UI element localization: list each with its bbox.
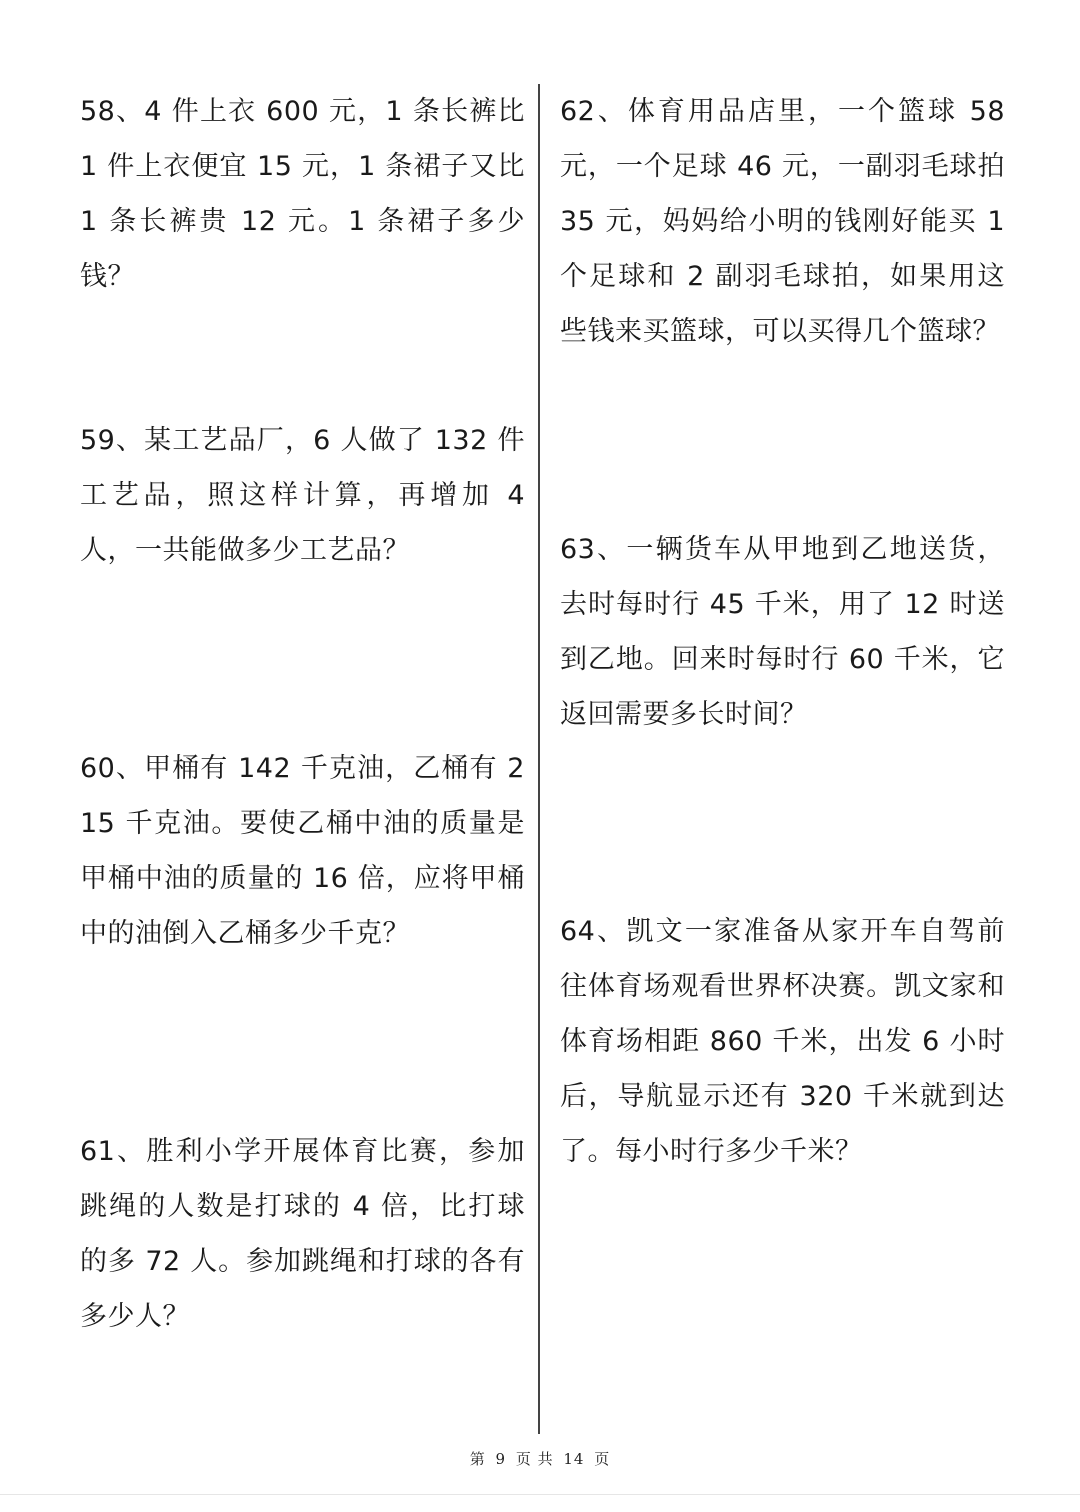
problem-60: 60、甲桶有 142 千克油，乙桶有 215 千克油。要使乙桶中油的质量是甲桶中油的质量的 16 倍，应将甲桶中的油倒入乙桶多少千克？ xyxy=(80,753,525,949)
footer-suffix: 页 xyxy=(594,1450,611,1468)
page-footer xyxy=(0,1448,1080,1469)
footer-middle: 页 共 xyxy=(515,1450,554,1468)
footer-page-number: 9 xyxy=(495,1450,507,1468)
problem-64: 64、凯文一家准备从家开车自驾前往体育场观看世界杯决赛。凯文家和体育场相距 860 千米，出发 6 小时后，导航显示还有 320 千米就到达了。每小时行多少千米？ xyxy=(560,916,1005,1167)
problem-58: 58、4 件上衣 600 元，1 条长裤比 1 件上衣便宜 15 元，1 条裙子又比 1 条长裤贵 12 元。1 条裙子多少钱？ xyxy=(80,96,525,292)
problem-59: 59、某工艺品厂，6 人做了 132 件工艺品，照这样计算，再增加 4 人，一共能做多少工艺品？ xyxy=(80,425,525,566)
column-divider xyxy=(538,84,540,1434)
problem-63: 63、一辆货车从甲地到乙地送货，去时每时行 45 千米，用了 12 时送到乙地。回来时每时行 60 千米，它返回需要多长时间？ xyxy=(560,534,1005,730)
footer-prefix: 第 xyxy=(469,1450,486,1468)
footer-total-pages: 14 xyxy=(563,1450,585,1468)
problem-61: 61、胜利小学开展体育比赛，参加跳绳的人数是打球的 4 倍，比打球的多 72 人。参加跳绳和打球的各有多少人？ xyxy=(80,1136,525,1332)
problem-62: 62、体育用品店里，一个篮球 58 元，一个足球 46 元，一副羽毛球拍 35 元，妈妈给小明的钱刚好能买 1 个足球和 2 副羽毛球拍，如果用这些钱来买篮球，可以买得几个篮球？ xyxy=(560,96,1005,347)
bottom-rule xyxy=(0,1494,1080,1495)
